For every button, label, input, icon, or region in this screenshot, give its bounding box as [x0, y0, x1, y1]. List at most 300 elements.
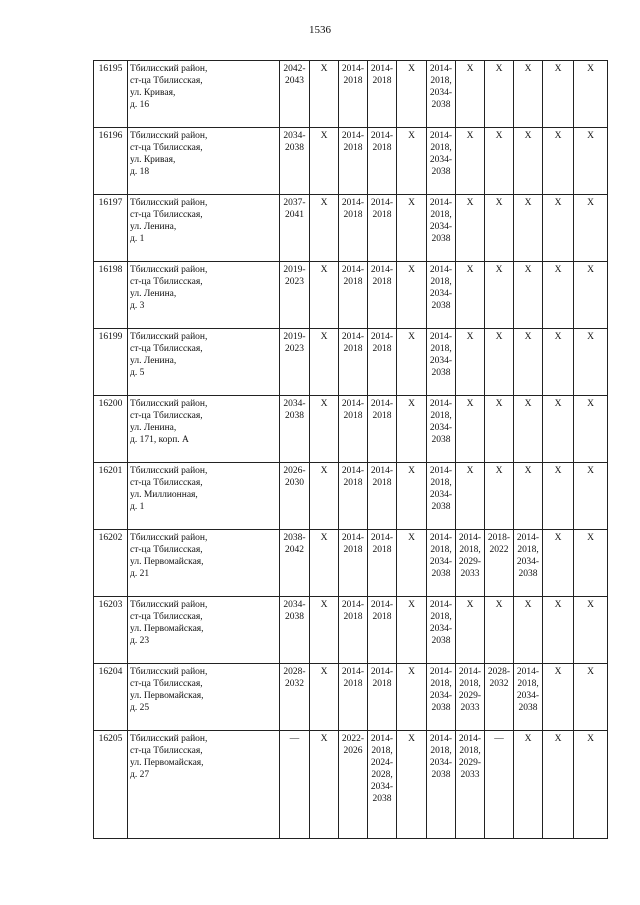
address-cell	[128, 597, 280, 664]
period-line: 2014-	[429, 667, 453, 677]
period-line: X	[408, 64, 415, 74]
period-cell	[427, 61, 456, 128]
period-line: 2014-	[370, 533, 394, 543]
period-line: 2014-	[370, 131, 394, 141]
period-line: X	[524, 332, 532, 342]
period-cell	[485, 128, 514, 195]
period-line: 2023	[285, 277, 304, 287]
address-line: ул. Ленина,	[130, 289, 177, 299]
period-line: —	[494, 734, 504, 744]
period-line: 2014-	[341, 600, 365, 610]
period-line: 2018	[343, 344, 363, 354]
period-cell	[574, 597, 608, 664]
period-line: X	[587, 198, 594, 208]
period-line: 2014-	[370, 667, 394, 677]
period-line: X	[524, 600, 532, 610]
period-cell	[514, 731, 543, 839]
period-line: 2034-	[283, 399, 306, 409]
period-line: 2014-	[341, 533, 365, 543]
period-cell	[280, 530, 310, 597]
period-line: X	[495, 198, 503, 208]
period-line: 2038	[285, 143, 304, 153]
period-cell	[310, 262, 339, 329]
address-line: ул. Кривая,	[130, 155, 176, 165]
address-line: ст-ца Тбилисская,	[130, 76, 203, 86]
period-line: X	[408, 131, 415, 141]
period-line: X	[408, 198, 415, 208]
table-row	[94, 664, 608, 731]
address-line: Тбилисский район,	[130, 198, 208, 208]
period-line: X	[495, 265, 503, 275]
period-line: X	[495, 399, 503, 409]
period-line: 2029-	[458, 691, 482, 701]
period-line: 2042-	[283, 64, 306, 74]
row-number: 16202	[94, 530, 128, 597]
address-line: ул. Ленина,	[130, 423, 177, 433]
period-line: 2033	[460, 770, 480, 780]
table-row	[94, 463, 608, 530]
period-line: 2038	[431, 770, 451, 780]
period-cell	[368, 61, 397, 128]
period-line: X	[320, 533, 328, 543]
period-cell	[427, 731, 456, 839]
period-line: 2034-	[429, 624, 453, 634]
period-line: X	[587, 466, 594, 476]
period-cell	[397, 61, 427, 128]
period-cell	[280, 262, 310, 329]
period-line: X	[554, 265, 562, 275]
period-line: X	[587, 600, 594, 610]
period-cell	[543, 731, 574, 839]
period-line: X	[524, 399, 532, 409]
period-line: 2014-	[429, 198, 453, 208]
period-line: X	[554, 64, 562, 74]
period-line: 2014-	[429, 131, 453, 141]
period-line: X	[408, 332, 415, 342]
period-cell	[514, 128, 543, 195]
period-line: 2018	[343, 545, 363, 555]
period-line: 2014-	[341, 198, 365, 208]
period-line: X	[408, 265, 415, 275]
row-number: 16198	[94, 262, 128, 329]
period-cell	[339, 664, 368, 731]
period-line: X	[587, 265, 594, 275]
address-line: ул. Ленина,	[130, 356, 177, 366]
period-cell	[456, 195, 485, 262]
period-cell	[397, 195, 427, 262]
period-line: 2014-	[341, 466, 365, 476]
period-line: 2034-	[429, 758, 453, 768]
table-row	[94, 61, 608, 128]
period-line: 2034-	[283, 600, 306, 610]
period-line: 2028-	[283, 667, 306, 677]
period-line: 2018,	[430, 210, 452, 220]
period-line: X	[408, 466, 415, 476]
period-line: 2038	[431, 703, 451, 713]
period-line: 2041	[285, 210, 304, 220]
address-line: ул. Первомайская,	[130, 691, 204, 701]
address-line: д. 5	[130, 368, 145, 378]
period-line: X	[466, 399, 474, 409]
address-line: ст-ца Тбилисская,	[130, 277, 203, 287]
period-line: 2014-	[429, 533, 453, 543]
period-line: 2037-	[283, 198, 306, 208]
period-line: X	[320, 667, 328, 677]
period-line: X	[495, 332, 503, 342]
period-cell	[485, 530, 514, 597]
period-cell	[456, 731, 485, 839]
period-line: X	[495, 466, 503, 476]
period-cell	[543, 61, 574, 128]
period-cell	[514, 195, 543, 262]
period-line: 2014-	[370, 332, 394, 342]
period-line: 2014-	[341, 399, 365, 409]
address-line: д. 1	[130, 234, 145, 244]
address-line: Тбилисский район,	[130, 131, 208, 141]
period-cell	[543, 664, 574, 731]
address-cell	[128, 329, 280, 396]
period-line: X	[320, 265, 328, 275]
period-line: 2018-	[487, 533, 511, 543]
period-line: 2018	[343, 76, 363, 86]
period-cell	[485, 195, 514, 262]
period-line: 2014-	[429, 466, 453, 476]
address-line: ст-ца Тбилисская,	[130, 478, 203, 488]
period-cell	[427, 128, 456, 195]
address-line: ст-ца Тбилисская,	[130, 612, 203, 622]
period-line: 2022	[489, 545, 509, 555]
period-line: 2034-	[429, 691, 453, 701]
period-line: X	[587, 332, 594, 342]
period-cell	[514, 262, 543, 329]
period-cell	[368, 329, 397, 396]
period-cell	[514, 664, 543, 731]
period-line: 2018,	[430, 679, 452, 689]
period-cell	[543, 262, 574, 329]
period-line: 2014-	[429, 734, 453, 744]
period-line: X	[524, 466, 532, 476]
period-line: 2018,	[430, 478, 452, 488]
period-line: 2018,	[430, 612, 452, 622]
period-cell	[456, 128, 485, 195]
period-line: 2018	[343, 277, 363, 287]
period-line: 2026-	[283, 466, 306, 476]
period-cell	[543, 128, 574, 195]
period-line: X	[554, 198, 562, 208]
period-cell	[456, 329, 485, 396]
address-cell	[128, 262, 280, 329]
period-line: 2018	[372, 411, 392, 421]
period-line: X	[554, 667, 562, 677]
period-cell	[543, 463, 574, 530]
period-cell	[574, 463, 608, 530]
period-line: 2034-	[429, 222, 453, 232]
period-cell	[339, 329, 368, 396]
period-line: 2032	[285, 679, 304, 689]
period-line: X	[554, 734, 562, 744]
period-line: X	[524, 131, 532, 141]
period-line: 2018,	[459, 746, 481, 756]
period-line: 2034-	[283, 131, 306, 141]
period-line: 2033	[460, 569, 480, 579]
address-cell	[128, 463, 280, 530]
table-row	[94, 731, 608, 839]
period-cell	[310, 128, 339, 195]
period-line: X	[320, 332, 328, 342]
period-line: 2032	[489, 679, 509, 689]
period-cell	[397, 664, 427, 731]
period-line: 2014-	[429, 399, 453, 409]
period-line: 2018	[343, 143, 363, 153]
period-cell	[339, 731, 368, 839]
period-line: X	[554, 131, 562, 141]
period-line: X	[554, 332, 562, 342]
address-line: Тбилисский район,	[130, 533, 208, 543]
table-row	[94, 396, 608, 463]
period-cell	[427, 463, 456, 530]
address-line: д. 23	[130, 636, 150, 646]
period-line: 2038	[372, 794, 392, 804]
period-cell	[485, 731, 514, 839]
row-number: 16195	[94, 61, 128, 128]
address-cell	[128, 128, 280, 195]
row-number: 16200	[94, 396, 128, 463]
address-cell	[128, 731, 280, 839]
period-cell	[427, 597, 456, 664]
address-line: ст-ца Тбилисская,	[130, 545, 203, 555]
period-cell	[427, 396, 456, 463]
address-line: д. 1	[130, 502, 145, 512]
period-line: 2018	[372, 277, 392, 287]
period-line: 2014-	[429, 64, 453, 74]
period-line: 2018,	[430, 76, 452, 86]
period-line: 2014-	[458, 533, 482, 543]
period-line: X	[466, 332, 474, 342]
address-line: д. 18	[130, 167, 150, 177]
period-line: 2038	[431, 368, 451, 378]
period-line: 2018	[372, 76, 392, 86]
period-line: 2034-	[429, 155, 453, 165]
period-line: 2014-	[429, 265, 453, 275]
address-line: д. 25	[130, 703, 150, 713]
period-line: 2014-	[458, 734, 482, 744]
address-line: Тбилисский район,	[130, 600, 208, 610]
period-line: X	[408, 600, 415, 610]
period-cell	[339, 195, 368, 262]
period-line: X	[587, 131, 594, 141]
period-cell	[543, 195, 574, 262]
period-line: 2026	[343, 746, 363, 756]
address-line: ст-ца Тбилисская,	[130, 344, 203, 354]
period-line: 2018,	[430, 746, 452, 756]
period-cell	[397, 731, 427, 839]
period-cell	[339, 463, 368, 530]
period-line: X	[466, 198, 474, 208]
period-line: X	[524, 64, 532, 74]
period-cell	[574, 530, 608, 597]
period-cell	[339, 128, 368, 195]
address-line: ст-ца Тбилисская,	[130, 143, 203, 153]
period-cell	[427, 530, 456, 597]
address-cell	[128, 195, 280, 262]
period-line: 2034-	[429, 423, 453, 433]
period-line: X	[408, 734, 415, 744]
period-cell	[485, 329, 514, 396]
period-line: X	[466, 64, 474, 74]
period-line: X	[587, 399, 594, 409]
period-line: 2024-	[370, 758, 394, 768]
period-line: 2018,	[430, 143, 452, 153]
period-line: X	[408, 533, 415, 543]
period-cell	[280, 329, 310, 396]
period-line: 2038	[285, 612, 304, 622]
period-line: 2034-	[429, 289, 453, 299]
period-line: X	[466, 600, 474, 610]
period-line: 2014-	[341, 667, 365, 677]
period-cell	[514, 463, 543, 530]
period-cell	[543, 530, 574, 597]
period-cell	[339, 396, 368, 463]
period-line: X	[466, 265, 474, 275]
period-line: 2038	[285, 411, 304, 421]
address-line: ст-ца Тбилисская,	[130, 746, 203, 756]
address-line: ул. Первомайская,	[130, 758, 204, 768]
period-line: 2018	[343, 210, 363, 220]
period-line: 2018	[343, 612, 363, 622]
period-line: 2029-	[458, 557, 482, 567]
period-line: X	[320, 198, 328, 208]
period-line: X	[524, 198, 532, 208]
period-cell	[574, 329, 608, 396]
period-line: 2034-	[429, 557, 453, 567]
table-row	[94, 128, 608, 195]
period-line: X	[320, 466, 328, 476]
period-line: X	[408, 399, 415, 409]
address-line: д. 21	[130, 569, 150, 579]
period-line: 2043	[285, 76, 304, 86]
period-line: 2018	[372, 478, 392, 488]
period-line: 2019-	[283, 265, 306, 275]
period-line: X	[587, 734, 594, 744]
period-line: 2038	[431, 435, 451, 445]
period-line: 2018	[372, 143, 392, 153]
period-cell	[310, 396, 339, 463]
table-row	[94, 329, 608, 396]
period-line: 2018	[372, 344, 392, 354]
address-line: Тбилисский район,	[130, 332, 208, 342]
period-line: 2014-	[341, 64, 365, 74]
period-line: 2018	[372, 210, 392, 220]
period-cell	[397, 262, 427, 329]
period-cell	[574, 262, 608, 329]
period-cell	[574, 61, 608, 128]
period-line: X	[466, 131, 474, 141]
period-cell	[280, 731, 310, 839]
period-cell	[456, 61, 485, 128]
period-cell	[397, 530, 427, 597]
period-cell	[280, 463, 310, 530]
period-line: X	[466, 466, 474, 476]
period-line: 2038	[431, 234, 451, 244]
period-line: 2018,	[430, 344, 452, 354]
row-number: 16205	[94, 731, 128, 839]
period-line: —	[289, 734, 300, 744]
period-cell	[485, 664, 514, 731]
period-cell	[543, 597, 574, 664]
address-line: д. 16	[130, 100, 150, 110]
period-line: X	[320, 64, 328, 74]
period-cell	[368, 128, 397, 195]
period-line: 2014-	[341, 131, 365, 141]
period-cell	[280, 664, 310, 731]
period-line: X	[320, 734, 328, 744]
period-cell	[456, 463, 485, 530]
period-line: 2018,	[430, 411, 452, 421]
period-line: 2014-	[341, 265, 365, 275]
period-cell	[368, 195, 397, 262]
period-line: 2019-	[283, 332, 306, 342]
period-line: 2038	[431, 502, 451, 512]
period-line: 2028,	[371, 770, 393, 780]
period-cell	[485, 396, 514, 463]
period-cell	[310, 731, 339, 839]
address-line: Тбилисский район,	[130, 734, 208, 744]
period-cell	[485, 597, 514, 664]
period-line: 2038-	[283, 533, 306, 543]
period-line: X	[495, 131, 503, 141]
period-cell	[514, 61, 543, 128]
period-cell	[574, 664, 608, 731]
row-number: 16203	[94, 597, 128, 664]
period-line: X	[320, 131, 328, 141]
period-line: 2038	[518, 569, 538, 579]
period-cell	[543, 396, 574, 463]
page-number: 1536	[309, 24, 331, 36]
period-line: X	[587, 667, 594, 677]
period-line: 2034-	[370, 782, 394, 792]
row-number: 16201	[94, 463, 128, 530]
address-line: Тбилисский район,	[130, 466, 208, 476]
period-line: 2018,	[517, 679, 539, 689]
period-cell	[427, 664, 456, 731]
address-line: ул. Миллионная,	[130, 490, 198, 500]
period-line: 2023	[285, 344, 304, 354]
period-line: 2038	[431, 636, 451, 646]
period-cell	[280, 61, 310, 128]
period-cell	[368, 463, 397, 530]
period-line: 2018	[343, 478, 363, 488]
period-cell	[574, 128, 608, 195]
period-line: X	[554, 399, 562, 409]
period-cell	[574, 195, 608, 262]
period-line: 2034-	[516, 557, 540, 567]
period-line: 2034-	[516, 691, 540, 701]
period-line: X	[524, 734, 532, 744]
period-cell	[427, 329, 456, 396]
table-row	[94, 597, 608, 664]
period-cell	[574, 396, 608, 463]
period-cell	[397, 463, 427, 530]
period-line: X	[554, 600, 562, 610]
period-cell	[456, 262, 485, 329]
period-line: 2014-	[458, 667, 482, 677]
period-line: 2014-	[370, 734, 394, 744]
period-line: 2014-	[341, 332, 365, 342]
address-line: ул. Кривая,	[130, 88, 176, 98]
period-line: 2028-	[487, 667, 511, 677]
period-line: X	[408, 667, 415, 677]
period-cell	[368, 262, 397, 329]
